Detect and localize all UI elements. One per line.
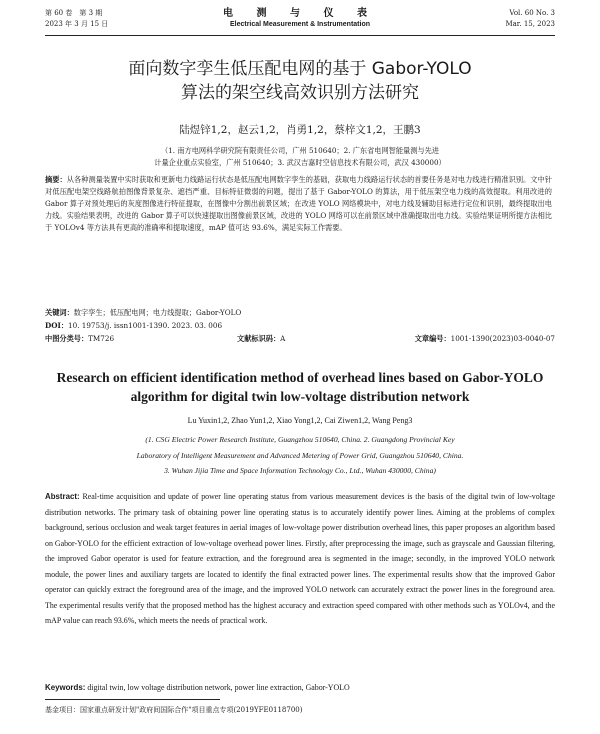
title-cn-line2: 算法的架空线高效识别方法研究	[181, 83, 419, 103]
affiliations-en-line1: (1. CSG Electric Power Research Institute, Guangzhou 510640, China. 2. Guangdong Provincial Key	[145, 435, 455, 444]
title-en	[45, 368, 555, 406]
clc-number	[45, 333, 114, 344]
title-en-line1: Research on efficient identification method of overhead lines based on Gabor-YOLO	[56, 370, 544, 385]
header-right	[505, 8, 555, 30]
keywords-cn-text: 数字孪生；低压配电网；电力线提取；Gabor-YOLO	[73, 308, 242, 317]
journal-name-en: Electrical Measurement & Instrumentation	[229, 21, 371, 28]
funding-footnote: 基金项目：国家重点研发计划"政府间国际合作"项目重点专项(2019YFE0118700)	[45, 706, 303, 714]
keywords-en-label: Keywords:	[45, 683, 86, 692]
abstract-en	[45, 489, 555, 629]
document-code-label: 文献标识码：	[237, 334, 281, 343]
abstract-en-text: Real-time acquisition and update of power line operating status from various measurement devices is the basis of the digital twin of low-voltage distribution networks. The primary task of obtaining power line operating status is to accurately identify power lines. Aiming at the problems of complex background, serious occlusion and weak target features in aerial images of low-voltage power distribution overhead lines, this paper proposes an algorithm based on Gabor-YOLO for the efficient extraction of low-voltage overhead power lines. Firstly, after preprocessing the image, such as grayscale and Gaussian filtering, the improved Gabor operator is used for feature extraction, and the foreground area is segmented in the image; secondly, in the improved YOLO network module, the power lines and auxiliary targets are located to identify the final extracted power lines. The experimental results show that the improved Gabor operator can quickly extract the foreground area of the image, and the improved YOLO network can accurately extract the power lines in the foreground area. The experimental results verify that the proposed method has the highest accuracy and extraction speed compared with other methods such as YOLOv4, and the mAP value can reach 93.6%, which meets the needs of practical work.	[45, 492, 555, 625]
document-code-value: A	[280, 334, 286, 343]
date-en: Mar. 15, 2023	[505, 20, 555, 28]
document-code	[237, 333, 285, 344]
abstract-en-label: Abstract:	[45, 492, 80, 501]
doi-value: 10. 19753/j. issn1001-1390. 2023. 03. 006	[68, 321, 223, 330]
classification-row	[45, 333, 555, 345]
affiliations-en-line2: Laboratory of Intelligent Measurement and Advanced Metering of Power Grid, Guangzhou 510640, China.	[136, 450, 464, 460]
volume-en: Vol. 60 No. 3	[509, 9, 555, 17]
abstract-cn	[45, 174, 552, 234]
keywords-en-text: digital twin, low voltage distribution network, power line extraction, Gabor-YOLO	[87, 683, 350, 692]
clc-value: TM726	[88, 334, 115, 343]
abstract-cn-text: 从各种测量装置中实时获取和更新电力线路运行状态是低压配电网数字孪生的基础，获取电力线路运行状态的首要任务是对电力线进行精准识别。文中针对低压配电架空线路航拍图像背景复杂、遮挡严重、目标特征微弱的问题，提出了基于 Gabor-YOLO 的算法，用于低压架空电力线的高效提取。利用改进的 Gabor 算子对预处理后的灰度图像进行特征提取，在图像中分割出前景区域；在改进 YOLO 网络模块中，对电力线及辅助目标进行定位和识别，最终提取出电力线。实验结果表明，改进的 Gabor 算子可以快速提取出图像前景区域，改进的 YOLO 网络可以在前景区域中准确提取出电力线。实验结果证明所提方法相比于 YOLOv4 等方法具有更高的准确率和提取速度，mAP 值可达 93.6%，满足实际工作需要。	[45, 175, 552, 232]
keywords-cn	[45, 307, 241, 318]
article-number-label: 文章编号：	[414, 334, 451, 343]
authors-en: Lu Yuxin1,2, Zhao Yun1,2, Xiao Yong1,2, Cai Ziwen1,2, Wang Peng3	[187, 416, 413, 425]
journal-name-cn: 电 测 与 仪 表	[223, 8, 377, 19]
date-cn: 2023 年 3 月 15 日	[45, 20, 109, 28]
clc-label: 中图分类号：	[45, 334, 89, 343]
affiliations-en-line3: 3. Wuhan Jijia Time and Space Information Technology Co., Ltd., Wuhan 430000, China)	[164, 466, 436, 475]
affiliations-en	[75, 432, 525, 479]
volume-cn: 第 60 卷 第 3 期	[45, 9, 103, 17]
keywords-cn-label: 关键词：	[45, 308, 74, 317]
article-number	[415, 333, 555, 344]
doi-line	[45, 320, 222, 331]
article-number-value: 1001-1390(2023)03-0040-07	[450, 334, 555, 343]
header-rule	[45, 35, 555, 36]
abstract-cn-label: 摘要：	[45, 175, 67, 184]
affiliations-cn-line2: 计量企业重点实验室，广州 510640；3. 武汉吉嘉时空信息技术有限公司，武汉 430000）	[154, 158, 446, 167]
header-center	[45, 8, 555, 30]
title-cn-line1: 面向数字孪生低压配电网的基于 Gabor-YOLO	[128, 59, 472, 79]
doi-label: DOI：	[45, 321, 69, 330]
affiliations-cn-line1: （1. 南方电网科学研究院有限责任公司，广州 510640；2. 广东省电网智能量测与先进	[160, 146, 439, 155]
keywords-en	[45, 682, 350, 693]
title-cn	[45, 57, 555, 105]
affiliations-cn	[60, 145, 540, 169]
running-header	[45, 8, 555, 34]
title-en-line2: algorithm for digital twin low-voltage distribution network	[130, 389, 470, 404]
authors-cn: 陆煜锌1,2，赵云1,2，肖勇1,2，蔡梓文1,2，王鹏3	[179, 124, 421, 136]
footnote-rule	[45, 699, 220, 700]
